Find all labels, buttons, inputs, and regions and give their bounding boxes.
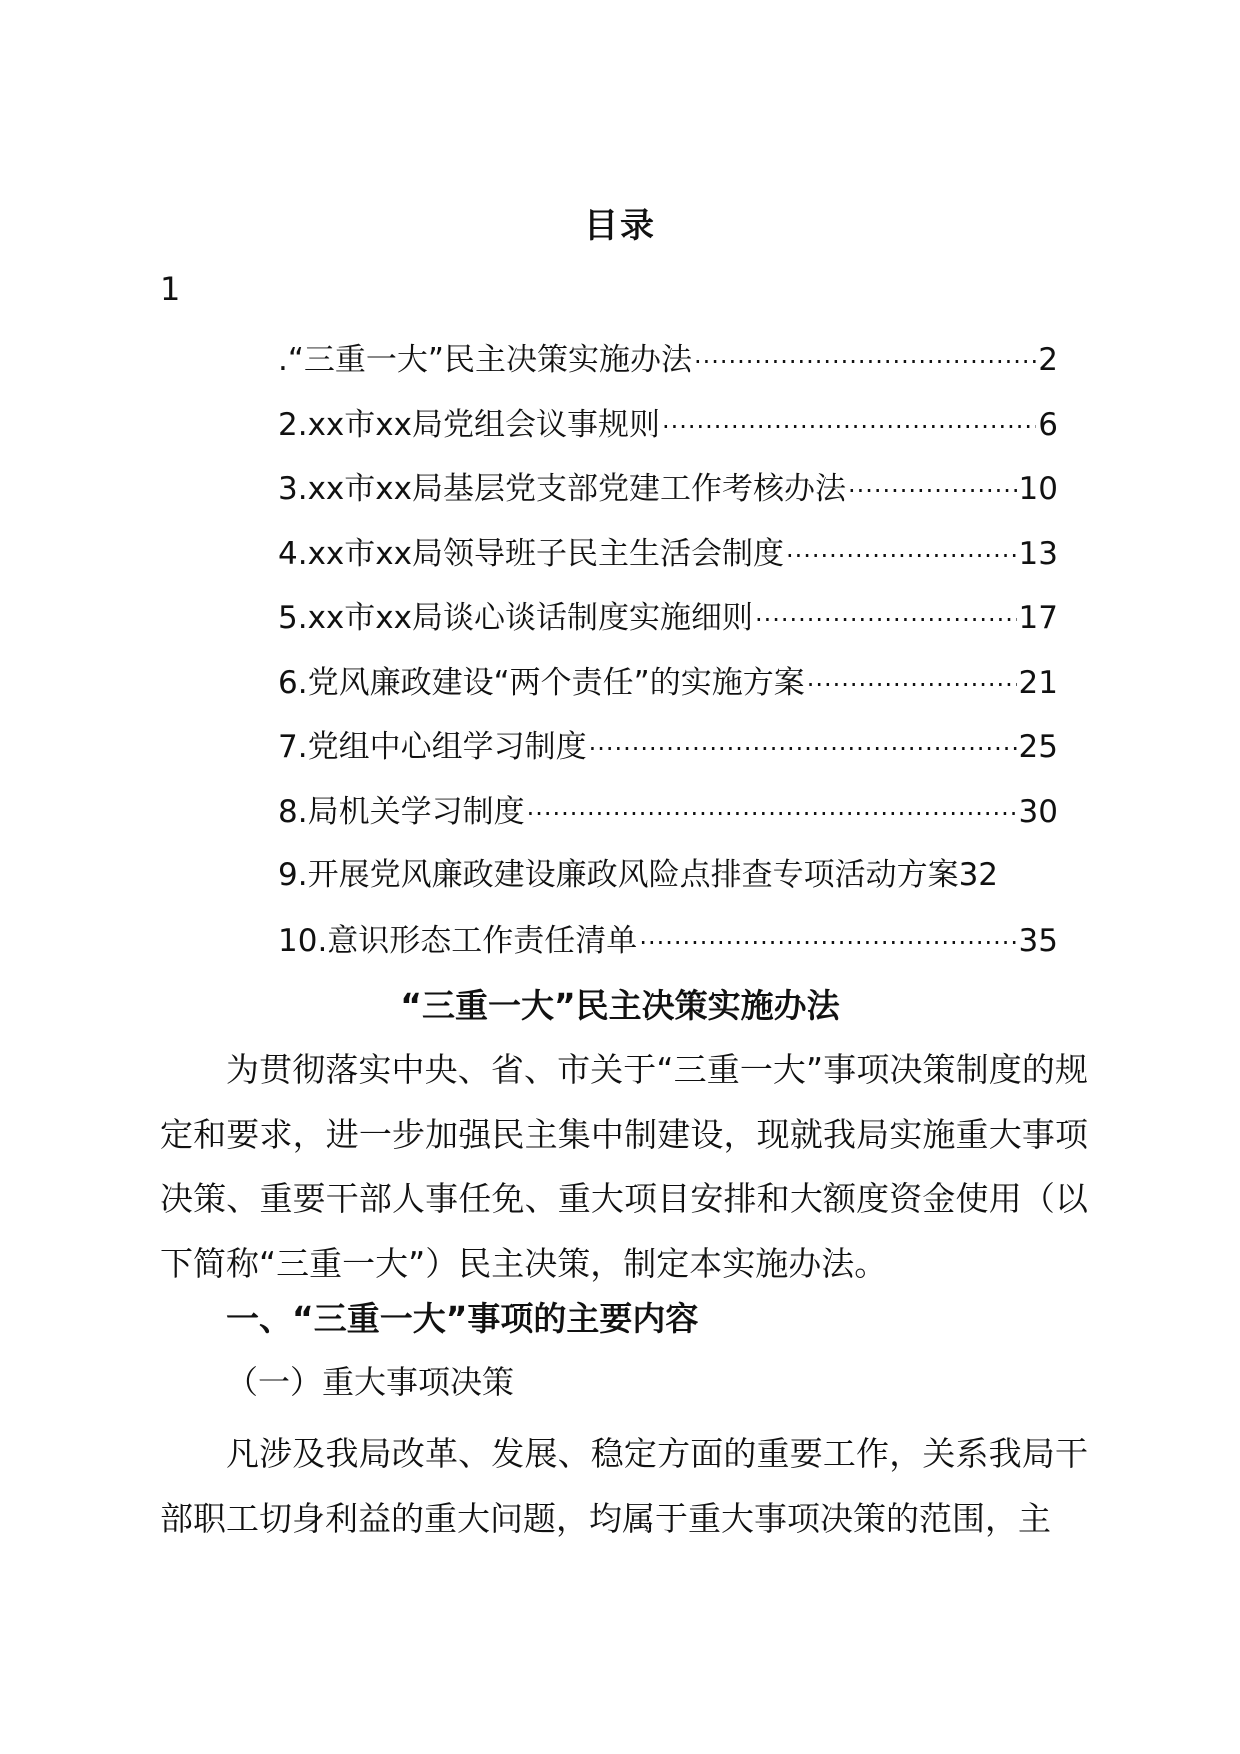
toc-entry[interactable] [278, 462, 1058, 527]
toc-leader-dots [786, 527, 1017, 564]
toc-entry-title: 2.xx市xx局党组会议事规则 [278, 406, 660, 443]
toc-entry-page: 17 [1018, 600, 1058, 637]
toc-entry-page: 6 [1038, 406, 1058, 443]
toc-leader-dots [807, 656, 1017, 693]
toc-entry-page: 25 [1018, 729, 1058, 766]
toc-entry-page: 13 [1018, 535, 1058, 572]
subsection-heading: （一）重大事项决策 [226, 1363, 515, 1401]
toc-entry-page: 21 [1018, 664, 1058, 701]
toc-entry-page: 10 [1018, 471, 1058, 508]
toc-entry-title: 10.意识形态工作责任清单 [278, 922, 638, 959]
document-title: “三重一大”民主决策实施办法 [400, 986, 840, 1025]
toc-leader-dots [848, 462, 1017, 499]
toc-leader-dots [527, 785, 1017, 822]
section-heading: 一、“三重一大”事项的主要内容 [226, 1299, 699, 1338]
intro-paragraph: 为贯彻落实中央、省、市关于“三重一大”事项决策制度的规定和要求，进一步加强民主集中制建设，现就我局实施重大事项决策、重要干部人事任免、重大项目安排和大额度资金使用（以下简称“三重一大”）民主决策，制定本实施办法。 [160, 1050, 1088, 1283]
toc-entry[interactable] [278, 785, 1058, 850]
toc-entry[interactable] [278, 333, 1058, 398]
toc-entry-title: 9.开展党风廉政建设廉政风险点排查专项活动方案 [278, 857, 959, 893]
toc-entry-page: 30 [1018, 793, 1058, 830]
toc-entry[interactable] [278, 720, 1058, 785]
toc-entry-page: 32 [958, 857, 999, 893]
toc-entry-title: 4.xx市xx局领导班子民主生活会制度 [278, 535, 784, 572]
toc-leader-dots [755, 591, 1017, 628]
toc-entry[interactable] [278, 398, 1058, 463]
toc-entry-page: 2 [1038, 342, 1058, 379]
toc-entry-title: 7.党组中心组学习制度 [278, 729, 587, 766]
toc-leader-dots [639, 914, 1016, 951]
toc-list [278, 333, 1058, 978]
toc-leader-dots [662, 398, 1036, 435]
body-paragraph: 凡涉及我局改革、发展、稳定方面的重要工作，关系我局干部职工切身利益的重大问题，均属于重大事项决策的范围，主 [160, 1434, 1088, 1538]
toc-leader-dots [694, 333, 1036, 370]
toc-entry[interactable] [278, 656, 1058, 721]
toc-entry-title: 6.党风廉政建设“两个责任”的实施方案 [278, 664, 805, 701]
toc-lead-number: 1 [160, 270, 181, 308]
toc-entry[interactable] [278, 527, 1058, 592]
toc-entry-title: 8.局机关学习制度 [278, 793, 525, 830]
toc-entry-page: 35 [1018, 922, 1058, 959]
toc-entry-title: 3.xx市xx局基层党支部党建工作考核办法 [278, 471, 846, 508]
toc-entry-title: 5.xx市xx局谈心谈话制度实施细则 [278, 600, 753, 637]
toc-entry[interactable] [278, 914, 1058, 979]
toc-title: 目录 [584, 206, 656, 246]
toc-entry[interactable] [278, 591, 1058, 656]
toc-entry-title: .“三重一大”民主决策实施办法 [278, 342, 692, 379]
toc-entry[interactable] [278, 849, 1058, 914]
toc-leader-dots [589, 720, 1017, 757]
